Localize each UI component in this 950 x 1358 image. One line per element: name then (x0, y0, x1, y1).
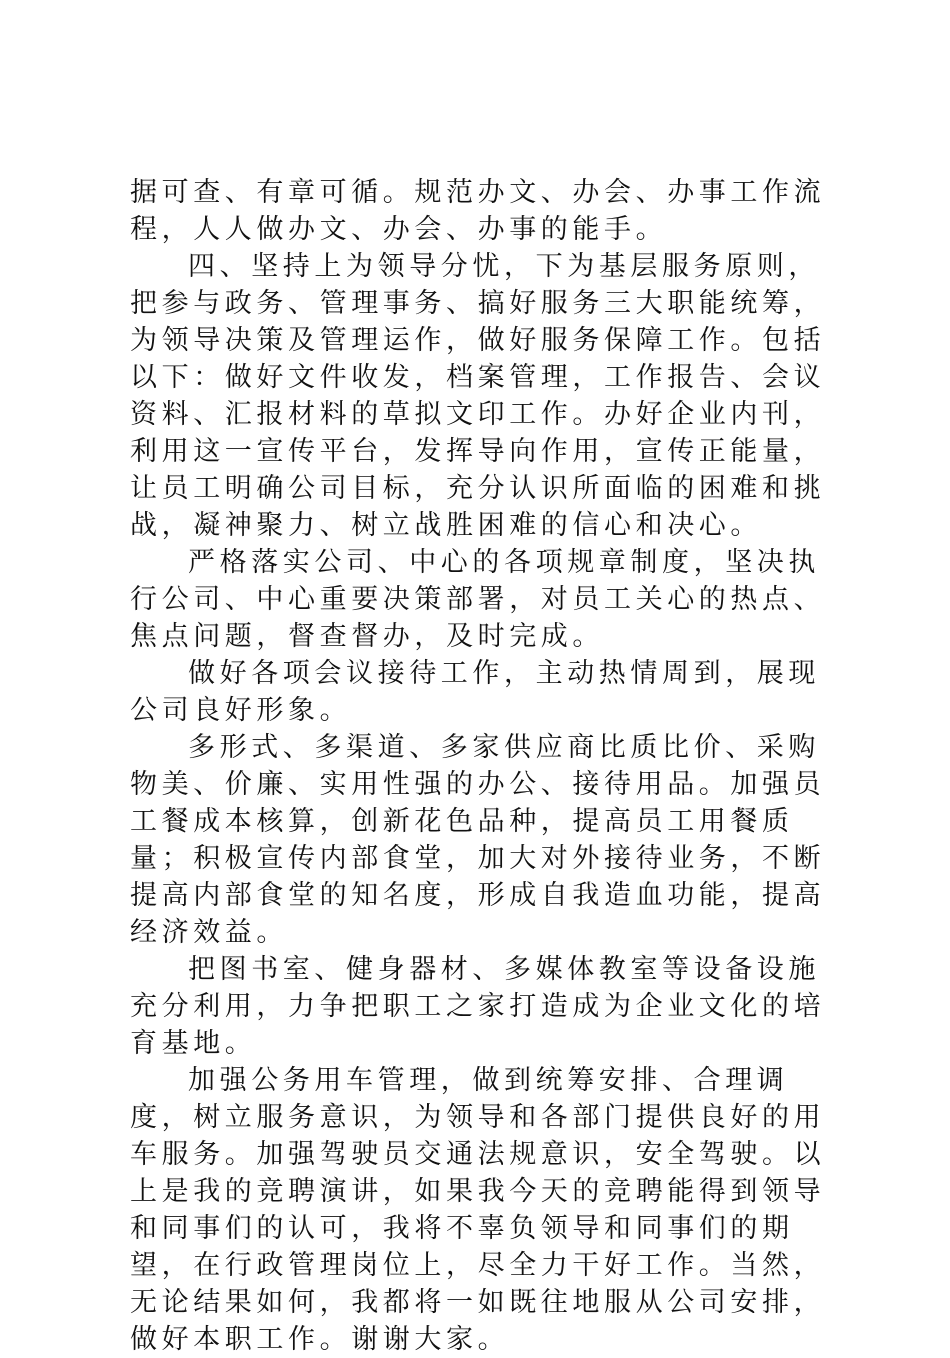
paragraph-regulations: 严格落实公司、中心的各项规章制度，坚决执行公司、中心重要决策部署，对员工关心的热点、焦点问题，督查督办，及时完成。 (130, 547, 826, 652)
paragraph-reception: 做好各项会议接待工作，主动热情周到，展现公司良好形象。 (130, 658, 820, 726)
document-body (130, 174, 830, 1358)
paragraph-continuation: 据可查、有章可循。规范办文、办会、办事工作流程，人人做办文、办会、办事的能手。 (130, 177, 826, 245)
paragraph-vehicles-closing: 加强公务用车管理，做到统筹安排、合理调度，树立服务意识，为领导和各部门提供良好的用车服务。加强驾驶员交通法规意识，安全驾驶。以上是我的竞聘演讲，如果我今天的竞聘能得到领导和同事们的认可，我将不辜负领导和同事们的期望，在行政管理岗位上，尽全力干好工作。当然，无论结果如何，我都将一如既往地服从公司安排，做好本职工作。谢谢大家。 (130, 1065, 826, 1355)
paragraph-principle-four: 四、坚持上为领导分忧，下为基层服务原则，把参与政务、管理事务、搞好服务三大职能统筹，为领导决策及管理运作，做好服务保障工作。包括以下：做好文件收发，档案管理，工作报告、会议资料、汇报材料的草拟文印工作。办好企业内刊，利用这一宣传平台，发挥导向作用，宣传正能量，让员工明确公司目标，充分认识所面临的困难和挑战，凝神聚力、树立战胜困难的信心和决心。 (130, 251, 826, 541)
paragraph-facilities: 把图书室、健身器材、多媒体教室等设备设施充分利用，力争把职工之家打造成为企业文化的培育基地。 (130, 954, 826, 1059)
paragraph-procurement: 多形式、多渠道、多家供应商比质比价、采购物美、价廉、实用性强的办公、接待用品。加强员工餐成本核算，创新花色品种，提高员工用餐质量；积极宣传内部食堂，加大对外接待业务，不断提高内部食堂的知名度，形成自我造血功能，提高经济效益。 (130, 732, 826, 948)
